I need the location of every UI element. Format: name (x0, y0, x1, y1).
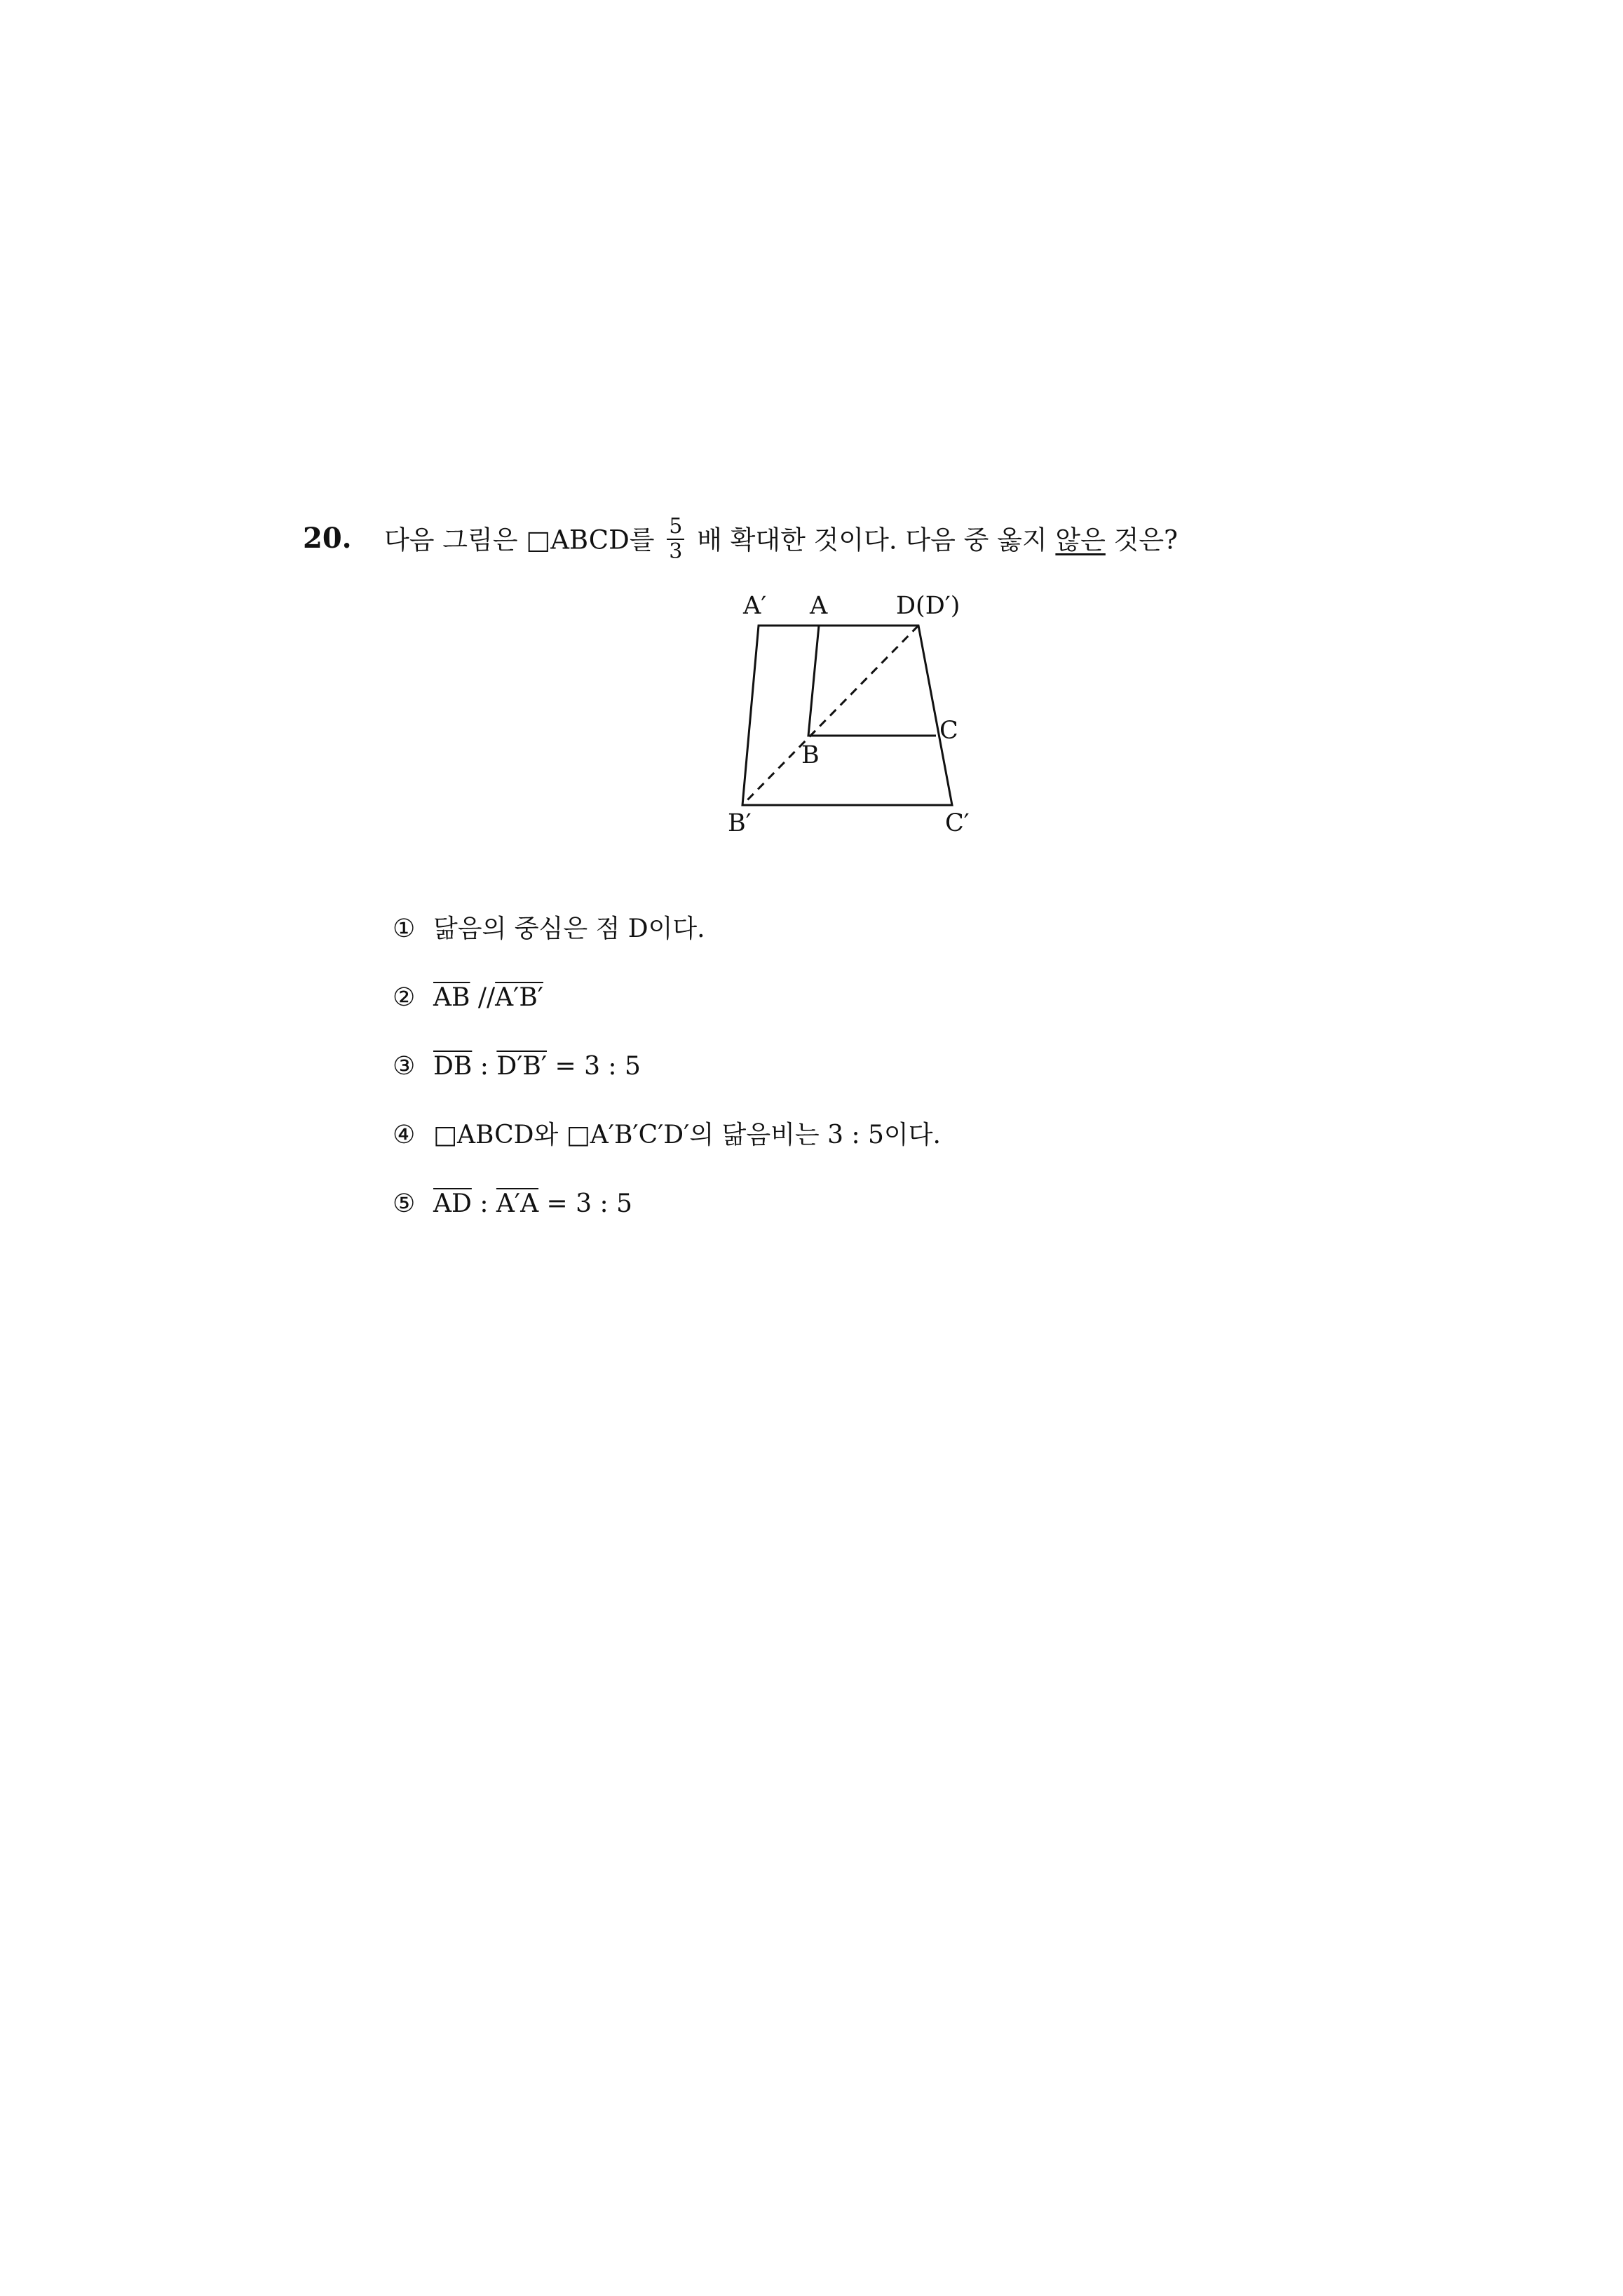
fraction-denominator: 3 (669, 539, 683, 564)
label-b-prime: B′ (728, 809, 752, 837)
choice-text: □ABCD와 □A′B′C′D′의 닮음비는 3 : 5이다. (433, 1121, 941, 1149)
trapezoid-figure (701, 586, 996, 852)
choice-tail: = 3 : 5 (538, 1189, 632, 1218)
segment-db: $\overline{DB}$ (433, 1052, 473, 1081)
label-b: B (801, 741, 820, 769)
choice-2[interactable] (393, 980, 941, 1015)
segment-ab: $\overline{AB}$ (433, 983, 470, 1012)
question-number: 20. (303, 522, 352, 555)
choice-5[interactable] (393, 1187, 941, 1222)
relation: : (472, 1052, 497, 1081)
choice-4[interactable] (393, 1118, 941, 1153)
label-d: D(D′) (896, 592, 960, 620)
choice-mark: ① (393, 914, 416, 943)
label-a: A (810, 592, 828, 620)
segment-ad: $\overline{AD}$ (433, 1189, 472, 1218)
segment-a-prime-a: A′A (496, 1189, 539, 1218)
stem-before: 다음 그림은 □ABCD를 (384, 525, 655, 555)
label-c-prime: C′ (945, 809, 970, 837)
choice-3[interactable] (393, 1049, 941, 1084)
scale-fraction (667, 515, 684, 564)
stem-after: 것은? (1113, 525, 1178, 555)
question-stem (384, 514, 1178, 567)
choice-mark: ④ (393, 1121, 416, 1149)
relation: // (470, 983, 496, 1012)
stem-underlined: 않은 (1055, 525, 1106, 555)
choice-1[interactable] (393, 912, 941, 947)
answer-choices (393, 912, 941, 1255)
choice-mark: ② (393, 983, 416, 1012)
segment-d-prime-b-prime: D′B′ (496, 1052, 548, 1081)
original-trapezoid (808, 626, 936, 736)
segment-a-prime-b-prime: A′B′ (495, 983, 543, 1012)
stem-middle: 배 확대한 것이다. 다음 중 옳지 (697, 525, 1047, 555)
choice-mark: ③ (393, 1052, 416, 1081)
choice-mark: ⑤ (393, 1189, 416, 1218)
choice-tail: = 3 : 5 (547, 1052, 641, 1081)
choice-text: 닮음의 중심은 점 D이다. (433, 914, 705, 943)
dashed-diagonal (742, 626, 918, 805)
enlarged-trapezoid (742, 626, 952, 805)
label-a-prime: A′ (743, 592, 767, 620)
label-c: C (939, 717, 958, 745)
fraction-numerator: 5 (667, 515, 684, 540)
relation: : (471, 1189, 496, 1218)
